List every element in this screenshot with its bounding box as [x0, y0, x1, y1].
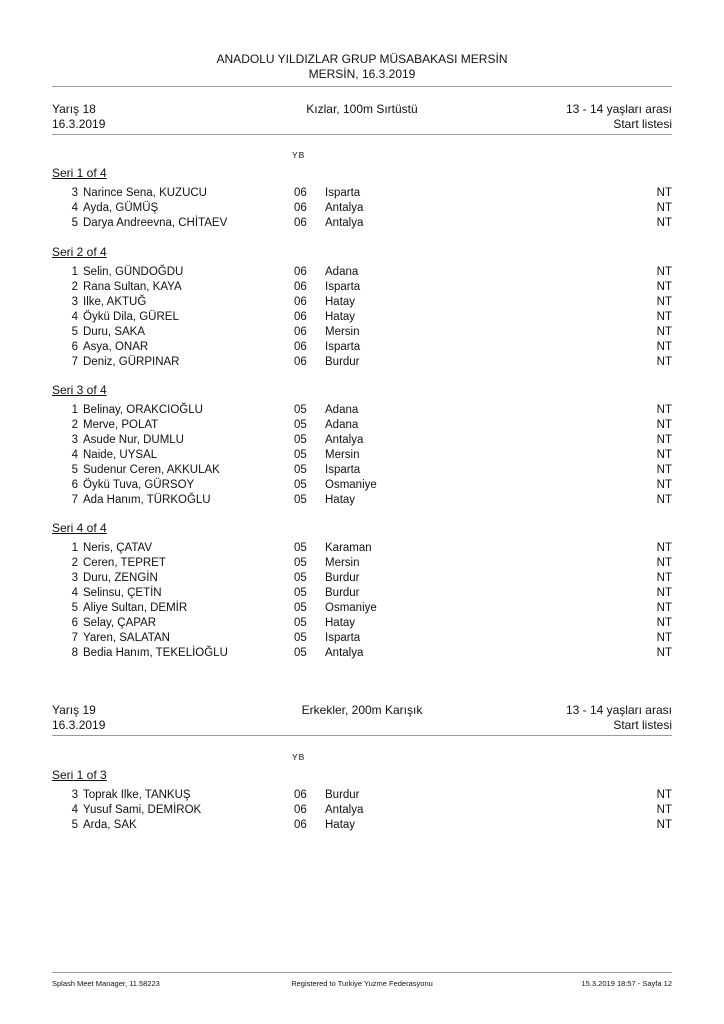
entry-time: NT [656, 356, 672, 368]
club-name: Hatay [325, 819, 356, 831]
list-item [52, 340, 672, 355]
lane-number: 8 [71, 647, 78, 659]
lane-number: 6 [71, 617, 78, 629]
footer-page-info: 15.3.2019 18:57 - Sayfa 12 [581, 979, 672, 988]
birth-year: 06 [294, 266, 307, 278]
entry-time: NT [656, 587, 672, 599]
birth-year: 06 [294, 356, 307, 368]
entry-time: NT [656, 804, 672, 816]
club-name: Hatay [325, 617, 356, 629]
heat-title: Seri 3 of 4 [52, 383, 107, 397]
club-name: Burdur [325, 789, 360, 801]
club-name: Isparta [325, 632, 361, 644]
list-item [52, 355, 672, 370]
race-header [52, 703, 672, 733]
list-item [52, 556, 672, 571]
swimmer-name: Naide, UYSAL [83, 449, 158, 461]
club-name: Antalya [325, 647, 364, 659]
entry-time: NT [656, 296, 672, 308]
list-item [52, 788, 672, 803]
lane-number: 5 [71, 602, 78, 614]
entry-time: NT [656, 602, 672, 614]
swimmer-name: Darya Andreevna, CHİTAEV [83, 217, 228, 229]
race-list-type: Start listesi [613, 718, 672, 732]
list-item [52, 265, 672, 280]
footer-registration: Registered to Turkiye Yuzme Federasyonu [291, 979, 433, 988]
list-item [52, 325, 672, 340]
heat-block [52, 166, 672, 231]
entry-time: NT [656, 449, 672, 461]
race-number: Yarış 19 [52, 703, 96, 717]
race-date: 16.3.2019 [52, 718, 106, 732]
birth-year: 05 [294, 557, 307, 569]
club-name: Antalya [325, 217, 364, 229]
list-item [52, 433, 672, 448]
club-name: Adana [325, 419, 359, 431]
list-item [52, 571, 672, 586]
yb-column-header: YB [292, 752, 306, 762]
entry-time: NT [656, 419, 672, 431]
club-name: Isparta [325, 281, 361, 293]
birth-year: 05 [294, 542, 307, 554]
list-item [52, 463, 672, 478]
footer-divider [52, 972, 672, 973]
entry-time: NT [656, 819, 672, 831]
list-item [52, 646, 672, 661]
yb-column-header: YB [292, 150, 306, 160]
list-item [52, 295, 672, 310]
swimmer-name: Selin, GÜNDOĞDU [83, 266, 184, 278]
birth-year: 06 [294, 341, 307, 353]
swimmer-name: Sudenur Ceren, AKKULAK [83, 464, 220, 476]
swimmer-name: Ilke, AKTUĞ [83, 296, 147, 308]
birth-year: 06 [294, 296, 307, 308]
meet-title: ANADOLU YILDIZLAR GRUP MÜSABAKASI MERSİN [216, 52, 508, 66]
swimmer-name: Yusuf Sami, DEMİROK [83, 804, 202, 816]
race-divider [52, 735, 672, 736]
lane-number: 1 [71, 266, 78, 278]
birth-year: 05 [294, 434, 307, 446]
list-item [52, 478, 672, 493]
club-name: Hatay [325, 311, 356, 323]
footer-software: Splash Meet Manager, 11.58223 [52, 979, 160, 988]
lane-number: 4 [71, 587, 78, 599]
list-item [52, 403, 672, 418]
birth-year: 06 [294, 819, 307, 831]
lane-number: 4 [71, 449, 78, 461]
birth-year: 05 [294, 404, 307, 416]
entry-time: NT [656, 311, 672, 323]
swimmer-name: Deniz, GÜRPINAR [83, 356, 180, 368]
birth-year: 05 [294, 494, 307, 506]
birth-year: 06 [294, 789, 307, 801]
club-name: Antalya [325, 804, 364, 816]
birth-year: 06 [294, 217, 307, 229]
swimmer-name: Öykü Tuva, GÜRSOY [83, 479, 195, 491]
entry-time: NT [656, 404, 672, 416]
entry-time: NT [656, 617, 672, 629]
lane-number: 3 [71, 434, 78, 446]
lane-number: 2 [71, 419, 78, 431]
entry-time: NT [656, 632, 672, 644]
list-item [52, 493, 672, 508]
lane-number: 7 [71, 356, 78, 368]
lane-number: 6 [71, 479, 78, 491]
entry-time: NT [656, 202, 672, 214]
entry-time: NT [656, 647, 672, 659]
club-name: Mersin [325, 449, 360, 461]
lane-number: 1 [71, 542, 78, 554]
club-name: Burdur [325, 587, 360, 599]
list-item [52, 201, 672, 216]
entry-time: NT [656, 281, 672, 293]
swimmer-name: Selinsu, ÇETİN [83, 587, 162, 599]
entry-time: NT [656, 326, 672, 338]
swimmer-name: Narince Sena, KUZUCU [83, 187, 207, 199]
meet-subtitle: MERSİN, 16.3.2019 [308, 67, 416, 81]
club-name: Isparta [325, 341, 361, 353]
entry-time: NT [656, 789, 672, 801]
birth-year: 06 [294, 311, 307, 323]
club-name: Isparta [325, 464, 361, 476]
swimmer-name: Duru, SAKA [83, 326, 145, 338]
birth-year: 06 [294, 804, 307, 816]
lane-number: 3 [71, 572, 78, 584]
lane-number: 2 [71, 281, 78, 293]
birth-year: 05 [294, 587, 307, 599]
lane-number: 3 [71, 789, 78, 801]
lane-number: 4 [71, 804, 78, 816]
heat-block [52, 521, 672, 661]
club-name: Mersin [325, 326, 360, 338]
swimmer-name: Ayda, GÜMÜŞ [83, 202, 159, 214]
list-item [52, 186, 672, 201]
lane-number: 5 [71, 217, 78, 229]
race-header [52, 102, 672, 132]
list-item [52, 541, 672, 556]
birth-year: 05 [294, 419, 307, 431]
club-name: Hatay [325, 494, 356, 506]
list-item [52, 616, 672, 631]
swimmer-name: Belinay, ORAKCIOĞLU [83, 404, 203, 416]
club-name: Osmaniye [325, 602, 377, 614]
birth-year: 05 [294, 572, 307, 584]
swimmer-name: Aliye Sultan, DEMİR [83, 602, 188, 614]
lane-number: 1 [71, 404, 78, 416]
lane-number: 5 [71, 819, 78, 831]
heat-title: Seri 1 of 4 [52, 166, 107, 180]
lane-number: 2 [71, 557, 78, 569]
club-name: Antalya [325, 202, 364, 214]
swimmer-name: Ceren, TEPRET [83, 557, 166, 569]
birth-year: 05 [294, 449, 307, 461]
swimmer-name: Toprak Ilke, TANKUŞ [83, 789, 191, 801]
list-item [52, 586, 672, 601]
swimmer-name: Rana Sultan, KAYA [83, 281, 182, 293]
birth-year: 06 [294, 326, 307, 338]
heat-title: Seri 1 of 3 [52, 768, 107, 782]
list-item [52, 448, 672, 463]
lane-number: 7 [71, 494, 78, 506]
club-name: Karaman [325, 542, 372, 554]
entry-time: NT [656, 341, 672, 353]
document-header [52, 52, 672, 82]
birth-year: 05 [294, 602, 307, 614]
entry-time: NT [656, 464, 672, 476]
heat-title: Seri 2 of 4 [52, 245, 107, 259]
club-name: Antalya [325, 434, 364, 446]
club-name: Mersin [325, 557, 360, 569]
list-item [52, 216, 672, 231]
club-name: Isparta [325, 187, 361, 199]
race-list-type: Start listesi [613, 117, 672, 131]
heat-block [52, 383, 672, 508]
list-item [52, 818, 672, 833]
list-item [52, 631, 672, 646]
entry-time: NT [656, 557, 672, 569]
race-age-group: 13 - 14 yaşları arası [565, 703, 672, 717]
entry-time: NT [656, 479, 672, 491]
lane-number: 3 [71, 296, 78, 308]
entry-time: NT [656, 434, 672, 446]
list-item [52, 310, 672, 325]
list-item [52, 803, 672, 818]
heat-block [52, 768, 672, 833]
swimmer-name: Öykü Dila, GÜREL [83, 311, 179, 323]
birth-year: 06 [294, 281, 307, 293]
entry-time: NT [656, 542, 672, 554]
club-name: Hatay [325, 296, 356, 308]
swimmer-name: Bedia Hanım, TEKELİOĞLU [83, 647, 228, 659]
club-name: Adana [325, 266, 359, 278]
club-name: Burdur [325, 356, 360, 368]
heat-block [52, 245, 672, 370]
birth-year: 05 [294, 647, 307, 659]
birth-year: 06 [294, 187, 307, 199]
swimmer-name: Duru, ZENGİN [83, 572, 158, 584]
club-name: Burdur [325, 572, 360, 584]
lane-number: 3 [71, 187, 78, 199]
entry-time: NT [656, 217, 672, 229]
lane-number: 5 [71, 326, 78, 338]
page-footer [52, 979, 672, 991]
entry-time: NT [656, 187, 672, 199]
birth-year: 05 [294, 632, 307, 644]
club-name: Osmaniye [325, 479, 377, 491]
list-item [52, 280, 672, 295]
race-event: Kızlar, 100m Sırtüstü [306, 102, 418, 116]
list-item [52, 418, 672, 433]
club-name: Adana [325, 404, 359, 416]
swimmer-name: Asude Nur, DUMLU [83, 434, 184, 446]
birth-year: 05 [294, 464, 307, 476]
race-event: Erkekler, 200m Karışık [301, 703, 423, 717]
race-age-group: 13 - 14 yaşları arası [565, 102, 672, 116]
swimmer-name: Neris, ÇATAV [83, 542, 153, 554]
swimmer-name: Arda, SAK [83, 819, 137, 831]
birth-year: 06 [294, 202, 307, 214]
race-divider [52, 134, 672, 135]
swimmer-name: Merve, POLAT [83, 419, 159, 431]
birth-year: 05 [294, 479, 307, 491]
race-date: 16.3.2019 [52, 117, 106, 131]
race-number: Yarış 18 [52, 102, 96, 116]
heat-title: Seri 4 of 4 [52, 521, 107, 535]
lane-number: 6 [71, 341, 78, 353]
swimmer-name: Selay, ÇAPAR [83, 617, 157, 629]
lane-number: 4 [71, 311, 78, 323]
lane-number: 5 [71, 464, 78, 476]
lane-number: 7 [71, 632, 78, 644]
entry-time: NT [656, 266, 672, 278]
entry-time: NT [656, 494, 672, 506]
swimmer-name: Ada Hanım, TÜRKOĞLU [83, 494, 211, 506]
list-item [52, 601, 672, 616]
swimmer-name: Yaren, SALATAN [83, 632, 170, 644]
lane-number: 4 [71, 202, 78, 214]
entry-time: NT [656, 572, 672, 584]
swimmer-name: Asya, ONAR [83, 341, 149, 353]
birth-year: 05 [294, 617, 307, 629]
header-divider [52, 86, 672, 87]
